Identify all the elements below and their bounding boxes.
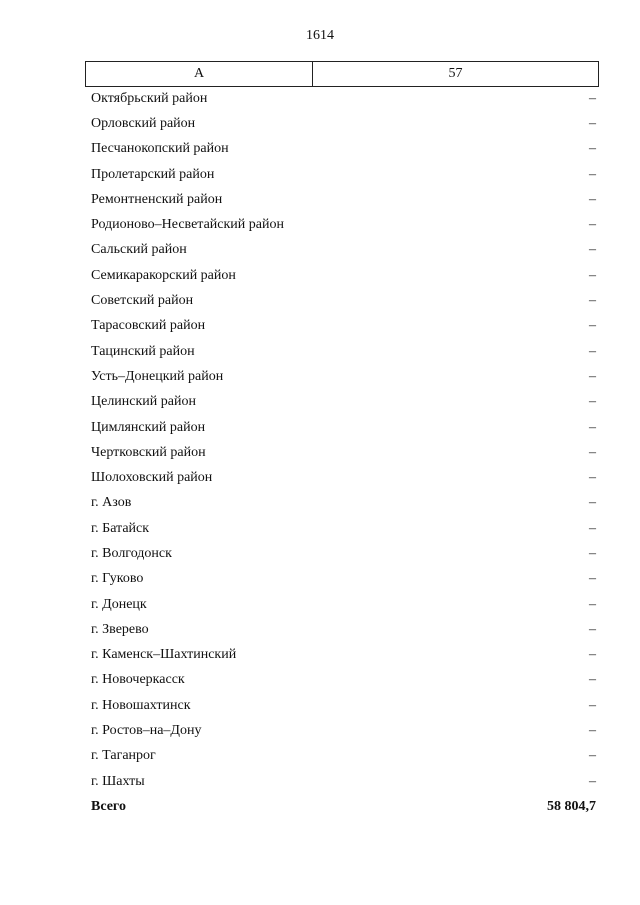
row-value: – (589, 141, 596, 157)
row-name: г. Батайск (91, 520, 150, 536)
table-row (91, 744, 596, 769)
row-name: г. Гуково (91, 571, 144, 587)
table-row (91, 288, 596, 313)
row-name: Ремонтненский район (91, 191, 223, 207)
row-name: г. Донецк (91, 596, 147, 612)
table-row (91, 617, 596, 642)
row-name: Пролетарский район (91, 166, 215, 182)
row-name: Орловский район (91, 115, 196, 131)
table-row (91, 668, 596, 693)
row-value: – (589, 621, 596, 637)
table-row (91, 314, 596, 339)
table-row (91, 238, 596, 263)
table-row (91, 567, 596, 592)
row-name: Чертковский район (91, 444, 206, 460)
row-value: – (589, 217, 596, 233)
table-row (91, 516, 596, 541)
row-name: г. Азов (91, 495, 132, 511)
row-value: – (589, 293, 596, 309)
row-value: – (589, 545, 596, 561)
table-row (91, 415, 596, 440)
row-value: – (589, 267, 596, 283)
row-name: Шолоховский район (91, 470, 213, 486)
row-value: – (589, 368, 596, 384)
table-row (91, 643, 596, 668)
header-row (86, 62, 599, 87)
row-value: – (589, 242, 596, 258)
row-value: – (589, 748, 596, 764)
row-value: – (589, 343, 596, 359)
row-name: г. Шахты (91, 773, 145, 789)
table-row (91, 137, 596, 162)
row-value: – (589, 470, 596, 486)
row-value: – (589, 697, 596, 713)
total-row (91, 794, 596, 819)
row-name: г. Новочеркасск (91, 672, 185, 688)
table-row (91, 718, 596, 743)
row-name: Тацинский район (91, 343, 195, 359)
table-row (91, 440, 596, 465)
row-name: г. Каменск–Шахтинский (91, 647, 237, 663)
table-row (91, 111, 596, 136)
row-value: – (589, 596, 596, 612)
row-value: – (589, 773, 596, 789)
row-name: Родионово–Несветайский район (91, 217, 284, 233)
table-row (91, 263, 596, 288)
total-label: Всего (91, 798, 126, 814)
row-name: г. Волгодонск (91, 545, 172, 561)
row-name: г. Ростов–на–Дону (91, 723, 202, 739)
table-row (91, 162, 596, 187)
row-value: – (589, 495, 596, 511)
row-value: – (589, 90, 596, 106)
row-value: – (589, 444, 596, 460)
row-name: Семикаракорский район (91, 267, 236, 283)
row-name: г. Зверево (91, 621, 149, 637)
table-row (91, 592, 596, 617)
row-name: Сальский район (91, 242, 187, 258)
table-row (91, 390, 596, 415)
header-cell-57: 57 (313, 62, 599, 87)
total-value: 58 804,7 (547, 798, 596, 814)
row-name: г. Новошахтинск (91, 697, 191, 713)
table-row (91, 187, 596, 212)
page-number: 1614 (306, 28, 334, 43)
row-name: Советский район (91, 293, 194, 309)
row-value: – (589, 318, 596, 334)
row-value: – (589, 191, 596, 207)
header-cell-a: А (86, 62, 313, 87)
table-body (91, 86, 596, 820)
row-name: Целинский район (91, 394, 196, 410)
row-value: – (589, 571, 596, 587)
table-header (85, 61, 599, 87)
row-value: – (589, 520, 596, 536)
row-name: г. Таганрог (91, 748, 156, 764)
row-value: – (589, 647, 596, 663)
row-name: Цимлянский район (91, 419, 206, 435)
row-value: – (589, 166, 596, 182)
row-name: Октябрьский район (91, 90, 208, 106)
table-row (91, 693, 596, 718)
row-value: – (589, 672, 596, 688)
row-value: – (589, 723, 596, 739)
table-row (91, 212, 596, 237)
row-value: – (589, 419, 596, 435)
table-row (91, 769, 596, 794)
table-row (91, 541, 596, 566)
table-row (91, 491, 596, 516)
row-value: – (589, 394, 596, 410)
table-row (91, 86, 596, 111)
row-value: – (589, 115, 596, 131)
row-name: Песчанокопский район (91, 141, 229, 157)
table-row (91, 465, 596, 490)
row-name: Усть–Донецкий район (91, 368, 224, 384)
table-row (91, 364, 596, 389)
row-name: Тарасовский район (91, 318, 206, 334)
table-row (91, 339, 596, 364)
